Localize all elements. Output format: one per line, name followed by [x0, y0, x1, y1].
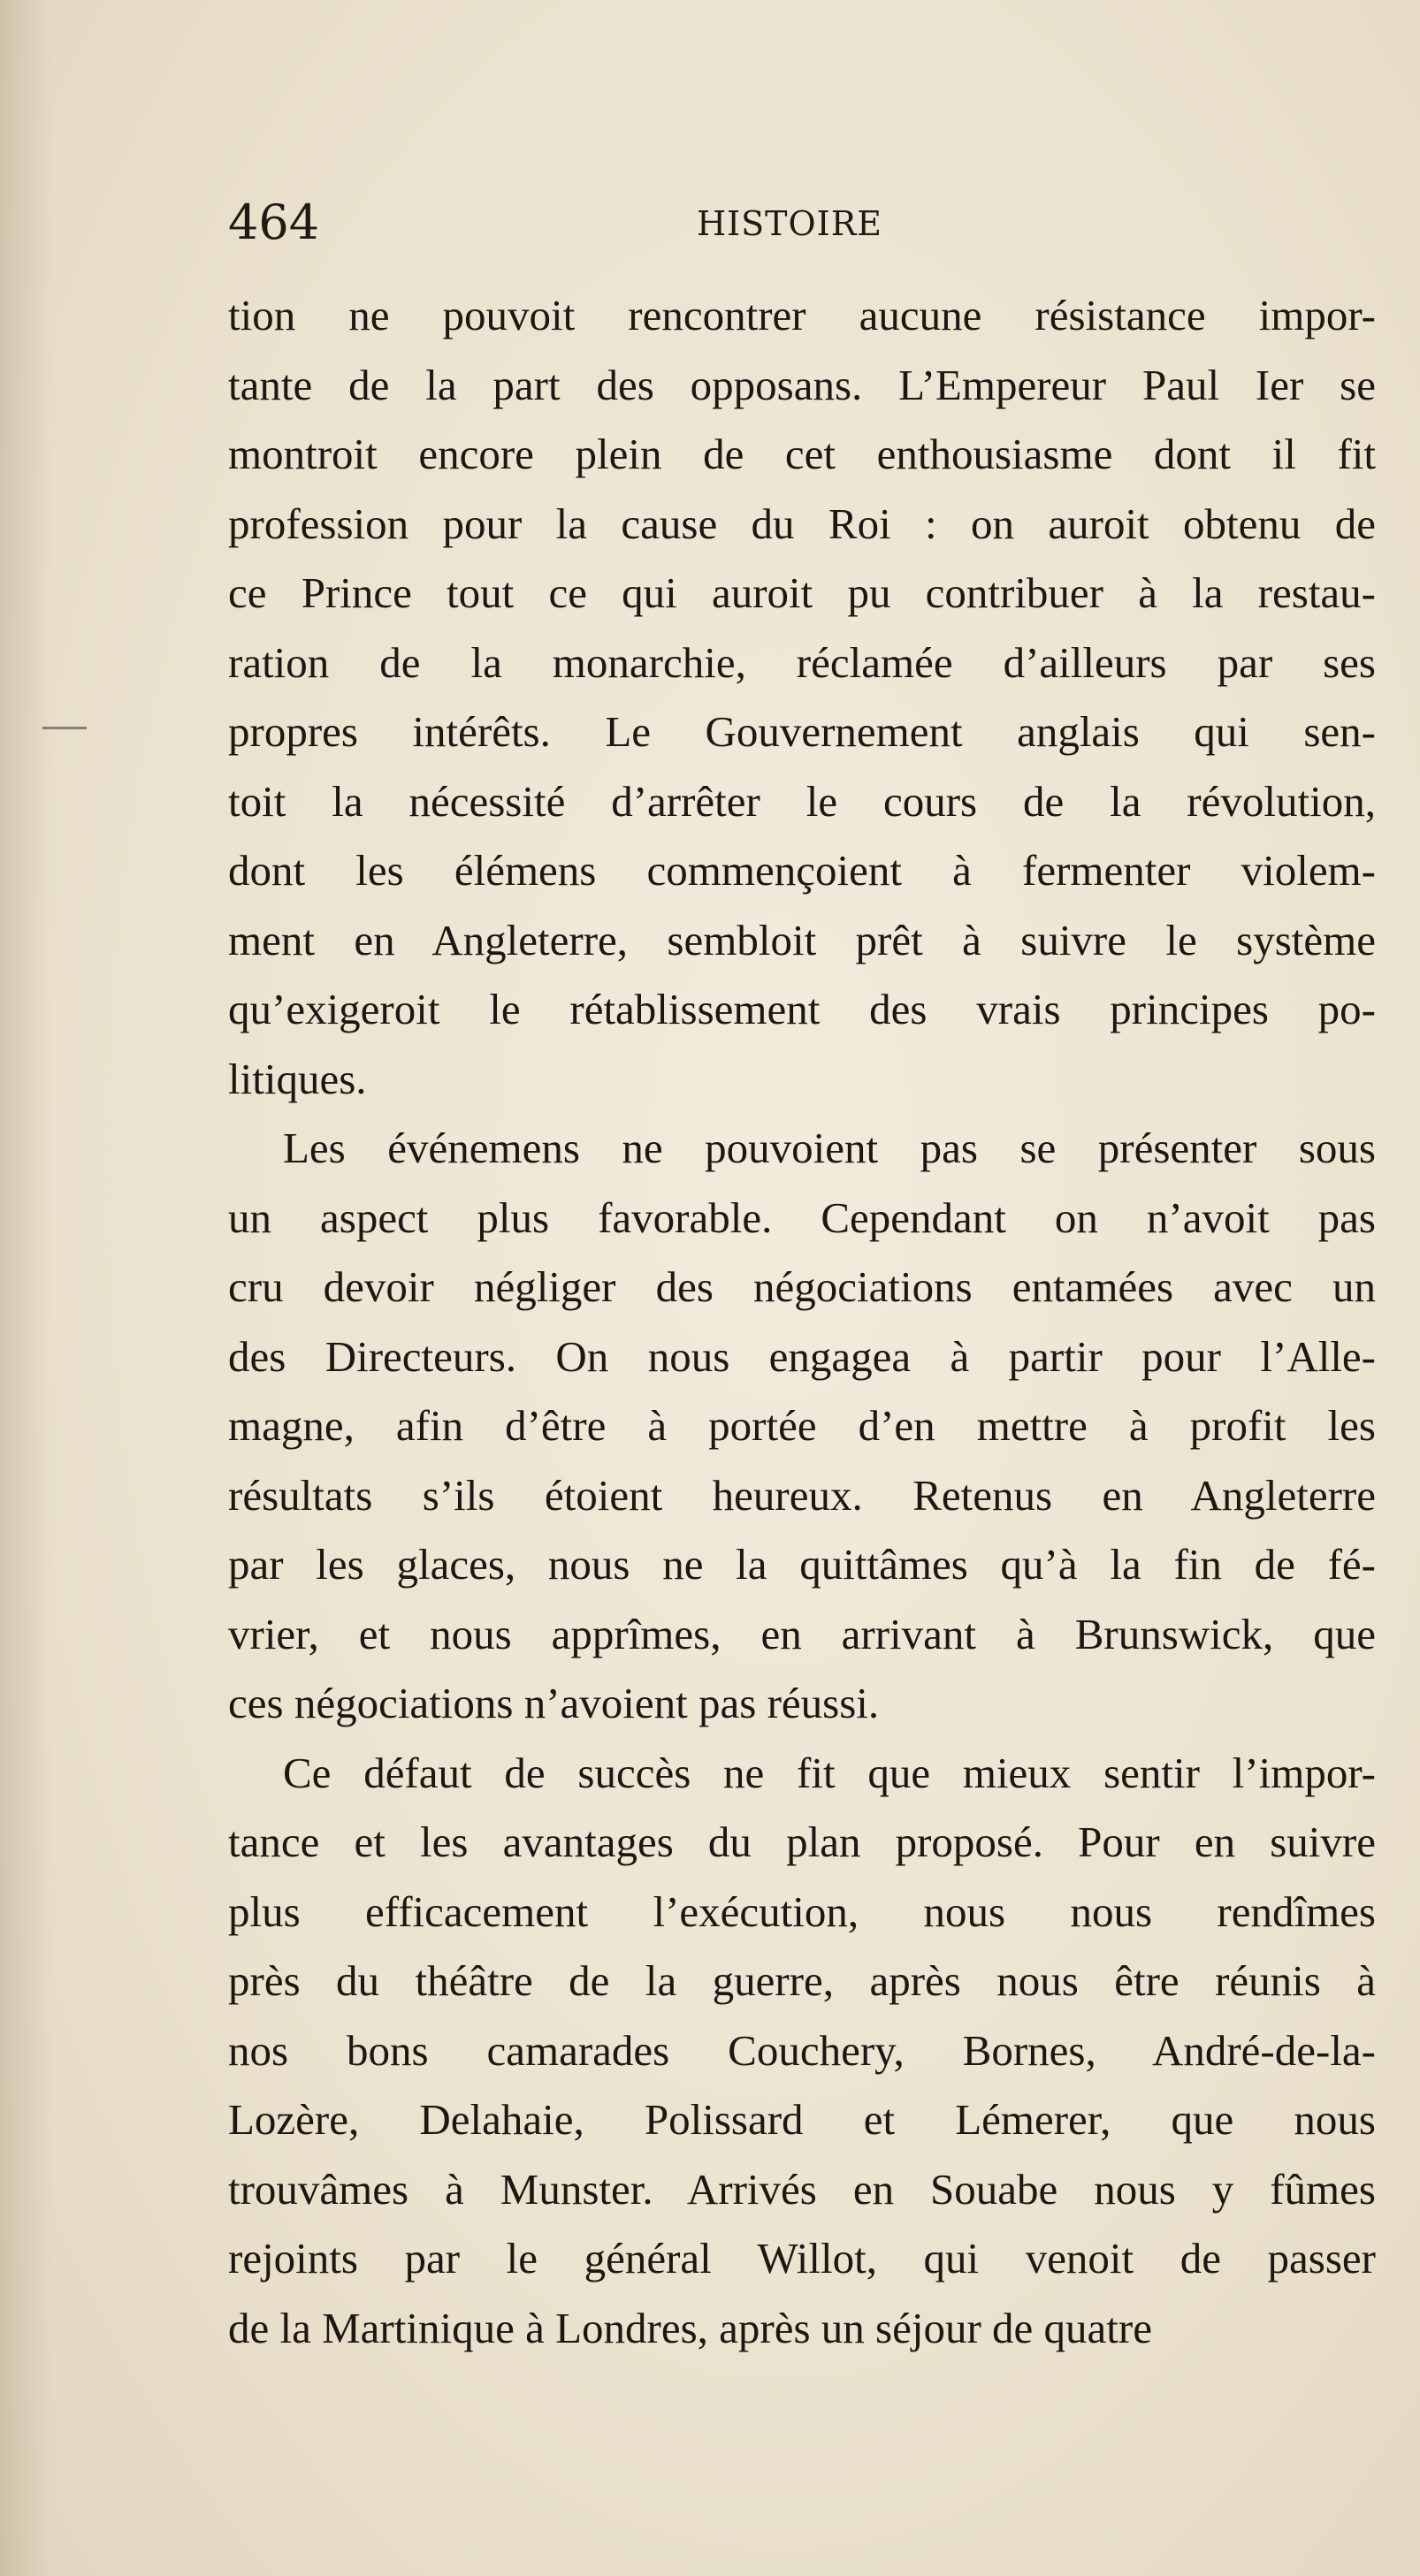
text-line: tion ne pouvoit rencontrer aucune résistance impor-	[228, 291, 1376, 339]
paragraph	[228, 1114, 1376, 1739]
text-line: nos bons camarades Couchery, Bornes, André-de-la-	[228, 2025, 1376, 2075]
text-line: tance et les avantages du plan proposé. Pour en suivre	[228, 1818, 1376, 1866]
text-line: propres intérêts. Le Gouvernement anglais qui sen-	[228, 707, 1376, 756]
text-line: par les glaces, nous ne la quittâmes qu’à la fin de fé-	[228, 1540, 1376, 1589]
text-line: des Directeurs. On nous engagea à partir pour l’Alle-	[228, 1331, 1376, 1381]
text-line: de la Martinique à Londres, après un séjour de quatre	[228, 2303, 1152, 2352]
text-line: toit la nécessité d’arrêter le cours de la révolution,	[228, 776, 1376, 826]
text-line: ces négociations n’avoient pas réussi.	[228, 1679, 880, 1727]
paragraph	[228, 281, 1376, 1114]
text-line: dont les élémens commençoient à fermenter violem-	[228, 846, 1376, 895]
text-line: profession pour la cause du Roi : on auroit obtenu de	[228, 499, 1376, 548]
text-line: Les événemens ne pouvoient pas se présenter sous	[283, 1124, 1376, 1172]
text-line: un aspect plus favorable. Cependant on n’avoit pas	[228, 1193, 1376, 1242]
margin-mark	[42, 727, 87, 729]
text-line: près du théâtre de la guerre, après nous être réunis à	[228, 1956, 1376, 2005]
page-header	[228, 187, 1378, 267]
text-line: résultats s’ils étoient heureux. Retenus en Angleterre	[228, 1470, 1376, 1520]
paragraph	[228, 1739, 1376, 2364]
text-line: cru devoir négliger des négociations entamées avec un	[228, 1262, 1376, 1311]
text-line: Lozère, Delahaie, Polissard et Lémerer, que nous	[228, 2095, 1376, 2144]
text-line: Ce défaut de succès ne fit que mieux sentir l’impor-	[283, 1748, 1376, 1797]
running-title: HISTOIRE	[697, 204, 883, 243]
text-line: trouvâmes à Munster. Arrivés en Souabe nous y fûmes	[228, 2164, 1376, 2214]
text-line: vrier, et nous apprîmes, en arrivant à Brunswick, que	[228, 1609, 1376, 1658]
text-line: litiques.	[228, 1054, 367, 1103]
text-line: montroit encore plein de cet enthousiasme dont il fit	[228, 430, 1376, 478]
text-line: qu’exigeroit le rétablissement des vrais principes po-	[228, 985, 1376, 1033]
text-line: ration de la monarchie, réclamée d’ailleurs par ses	[228, 637, 1376, 687]
body-text	[228, 281, 1376, 2363]
text-line: tante de la part des opposans. L’Empereur Paul Ier se	[228, 360, 1376, 409]
text-line: magne, afin d’être à portée d’en mettre à profit les	[228, 1401, 1376, 1450]
text-line: rejoints par le général Willot, qui venoit de passer	[228, 2234, 1376, 2283]
text-line: ce Prince tout ce qui auroit pu contribuer à la restau-	[228, 568, 1376, 617]
text-line: plus efficacement l’exécution, nous nous rendîmes	[228, 1886, 1376, 1936]
text-line: ment en Angleterre, sembloit prêt à suivre le système	[228, 915, 1376, 964]
page-number: 464	[228, 194, 320, 250]
